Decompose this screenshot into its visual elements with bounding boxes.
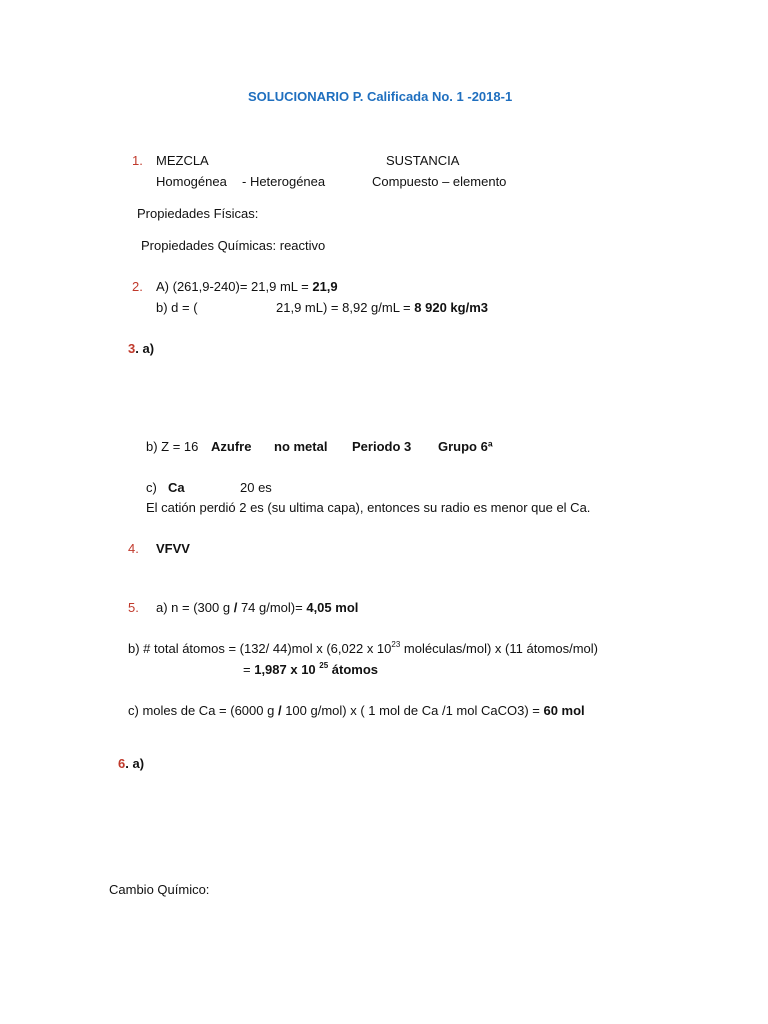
q5-b-line: b) # total átomos = (132/ 44)mol x (6,022 x $10^{23}$ moléculas/mol) x (11 átomos/mol) [128,639,599,656]
q1-propiedades-fisicas: Propiedades Físicas: [137,206,259,221]
q2-a-line: A) (261,9-240)= 21,9 mL = 21,9 [156,279,338,294]
q3-b-prefix: b) Z = 16 [146,439,199,454]
q3-c-prefix: c) [146,480,157,495]
q1-propiedades-quimicas: Propiedades Químicas: reactivo [141,238,326,253]
cambio-quimico-label: Cambio Químico: [109,882,210,897]
q2-b-line: 21,9 mL) = 8,92 g/mL = 8 920 kg/m3 [276,300,488,315]
q4-number: 4. [128,541,139,556]
q3-c-explanation: El catión perdió 2 es (su ultima capa), entonces su radio es menor que el Ca. [146,500,591,515]
q3-c-es: 20 es [240,480,272,495]
q2-number: 2. [132,279,143,294]
q3-c-ca: Ca [168,480,185,495]
q3-b-nometal: no metal [274,439,328,454]
q1-compuesto: Compuesto – elemento [372,174,507,189]
q5-a-line: a) n = (300 g / 74 g/mol)= 4,05 mol [156,600,359,615]
q3-a-line: 3. a) [128,341,155,356]
q1-number: 1. [132,153,143,168]
q3-b-azufre: Azufre [211,439,252,454]
q3-b-grupo: Grupo 6ª [438,439,493,454]
q6-a-line: 6. a) [118,756,145,771]
page-title: SOLUCIONARIO P. Calificada No. 1 -2018-1 [248,89,513,104]
q4-answer: VFVV [156,541,190,556]
q1-heterogenea: - Heterogénea [242,174,326,189]
q1-mezcla: MEZCLA [156,153,209,168]
q5-b-result: = 1,987 x 10 $^{25}$ átomos [243,660,379,677]
q2-b-part1: b) d = ( [156,300,198,315]
q1-sustancia: SUSTANCIA [386,153,460,168]
q5-number: 5. [128,600,139,615]
q1-homogenea: Homogénea [156,174,227,189]
q5-c-line: c) moles de Ca = (6000 g / 100 g/mol) x ( 1 mol de Ca /1 mol CaCO3) = 60 mol [128,703,585,718]
q3-b-periodo: Periodo 3 [352,439,412,454]
